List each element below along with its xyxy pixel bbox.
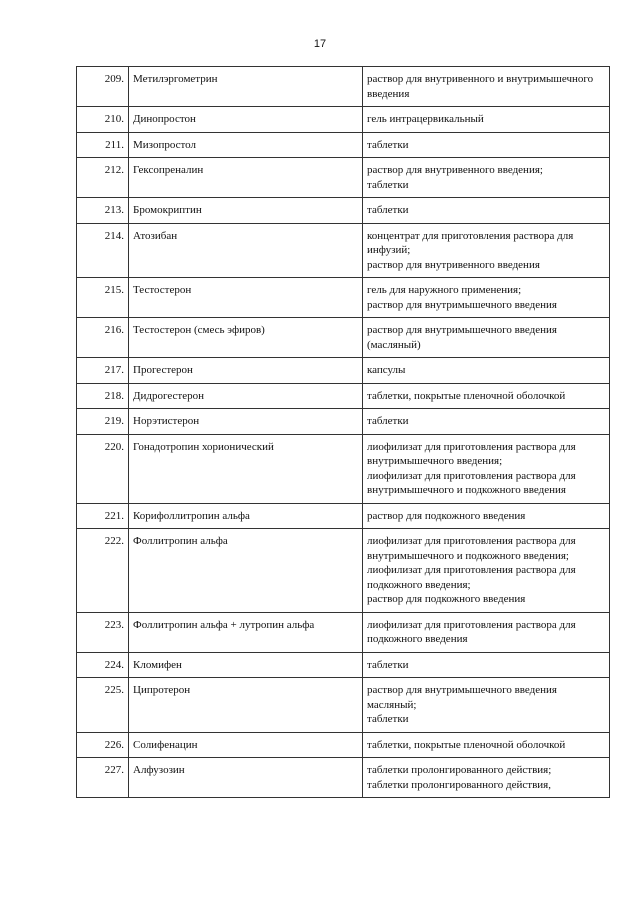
table-row [77, 132, 610, 158]
dosage-forms [363, 434, 610, 503]
page-number: 17 [313, 38, 327, 50]
dosage-forms [363, 678, 610, 733]
table-row [77, 318, 610, 358]
dosage-form-line: таблетки пролонгированного действия, [367, 778, 551, 791]
row-number: 221. [77, 503, 129, 529]
table-row [77, 612, 610, 652]
table-row [77, 383, 610, 409]
drug-name: Кломифен [129, 652, 363, 678]
dosage-forms [363, 758, 610, 798]
row-number: 220. [77, 434, 129, 503]
dosage-form-line: гель для наружного применения; [367, 284, 522, 296]
drug-name: Алфузозин [129, 758, 363, 798]
row-number: 216. [77, 318, 129, 358]
drug-name: Прогестерон [129, 358, 363, 384]
row-number: 227. [77, 758, 129, 798]
dosage-form-line: таблетки [367, 178, 409, 191]
table-row [77, 732, 610, 758]
drug-name: Солифенацин [129, 732, 363, 758]
dosage-form-line: лиофилизат для приготовления раствора для внутримышечного и подкожного введения [367, 469, 576, 496]
dosage-form-line: раствор для внутривенного введения [367, 258, 540, 271]
table-row [77, 409, 610, 435]
row-number: 215. [77, 278, 129, 318]
dosage-form-line: раствор для внутривенного введения; [367, 164, 543, 176]
drug-name: Бромокриптин [129, 198, 363, 224]
row-number: 211. [77, 132, 129, 158]
drug-name: Мизопростол [129, 132, 363, 158]
table-row [77, 358, 610, 384]
drug-name: Атозибан [129, 223, 363, 278]
dosage-forms [363, 107, 610, 133]
table-row [77, 758, 610, 798]
row-number: 219. [77, 409, 129, 435]
table-row [77, 67, 610, 107]
drug-name: Ципротерон [129, 678, 363, 733]
table-row [77, 223, 610, 278]
drug-name: Гонадотропин хорионический [129, 434, 363, 503]
dosage-forms [363, 158, 610, 198]
dosage-forms [363, 223, 610, 278]
table-row [77, 158, 610, 198]
row-number: 223. [77, 612, 129, 652]
dosage-forms [363, 318, 610, 358]
table-row [77, 198, 610, 224]
row-number: 209. [77, 67, 129, 107]
row-number: 212. [77, 158, 129, 198]
dosage-form-line: раствор для внутримышечного введения (масляный) [367, 324, 557, 351]
dosage-form-line: концентрат для приготовления раствора для инфузий; [367, 229, 574, 256]
table-row [77, 434, 610, 503]
drug-table-body [77, 67, 610, 798]
table-row [77, 678, 610, 733]
dosage-form-line: таблетки [367, 138, 409, 151]
drug-name: Гексопреналин [129, 158, 363, 198]
dosage-forms [363, 358, 610, 384]
drug-name: Фоллитропин альфа + лутропин альфа [129, 612, 363, 652]
dosage-forms [363, 503, 610, 529]
dosage-form-line: раствор для внутримышечного введения масляный; [367, 684, 557, 711]
dosage-form-line: таблетки [367, 415, 409, 427]
dosage-form-line: таблетки, покрытые пленочной оболочкой [367, 389, 566, 402]
dosage-form-line: таблетки, покрытые пленочной оболочкой [367, 738, 566, 751]
dosage-form-line: лиофилизат для приготовления раствора для подкожного введения [367, 618, 576, 645]
dosage-forms [363, 652, 610, 678]
dosage-forms [363, 529, 610, 613]
row-number: 222. [77, 529, 129, 613]
dosage-forms [363, 67, 610, 107]
dosage-form-line: раствор для внутривенного и внутримышечного введения [367, 73, 594, 100]
drug-name: Динопростон [129, 107, 363, 133]
dosage-form-line: раствор для подкожного введения [367, 593, 526, 605]
dosage-form-line: гель интрацервикальный [367, 113, 484, 125]
drug-name: Дидрогестерон [129, 383, 363, 409]
row-number: 225. [77, 678, 129, 733]
dosage-form-line: капсулы [367, 364, 406, 376]
row-number: 214. [77, 223, 129, 278]
drug-name: Тестостерон [129, 278, 363, 318]
table-row [77, 652, 610, 678]
drug-name: Метилэргометрин [129, 67, 363, 107]
row-number: 226. [77, 732, 129, 758]
row-number: 217. [77, 358, 129, 384]
dosage-forms [363, 198, 610, 224]
row-number: 224. [77, 652, 129, 678]
table-row [77, 529, 610, 613]
dosage-form-line: лиофилизат для приготовления раствора для внутримышечного введения; [367, 440, 576, 467]
dosage-form-line: лиофилизат для приготовления раствора для подкожного введения; [367, 564, 576, 591]
dosage-form-line: таблетки [367, 204, 409, 216]
drug-table [76, 66, 610, 798]
dosage-form-line: таблетки пролонгированного действия; [367, 764, 552, 776]
dosage-form-line: раствор для внутримышечного введения [367, 298, 557, 311]
row-number: 218. [77, 383, 129, 409]
dosage-form-line: таблетки [367, 713, 409, 725]
table-row [77, 107, 610, 133]
drug-name: Тестостерон (смесь эфиров) [129, 318, 363, 358]
dosage-forms [363, 132, 610, 158]
drug-name: Корифоллитропин альфа [129, 503, 363, 529]
dosage-form-line: таблетки [367, 658, 409, 671]
table-row [77, 278, 610, 318]
table-row [77, 503, 610, 529]
dosage-forms [363, 409, 610, 435]
dosage-form-line: лиофилизат для приготовления раствора для внутримышечного и подкожного введения; [367, 535, 576, 562]
row-number: 210. [77, 107, 129, 133]
row-number: 213. [77, 198, 129, 224]
dosage-form-line: раствор для подкожного введения [367, 509, 526, 522]
dosage-forms [363, 383, 610, 409]
dosage-forms [363, 732, 610, 758]
drug-name: Норэтистерон [129, 409, 363, 435]
drug-name: Фоллитропин альфа [129, 529, 363, 613]
dosage-forms [363, 278, 610, 318]
dosage-forms [363, 612, 610, 652]
